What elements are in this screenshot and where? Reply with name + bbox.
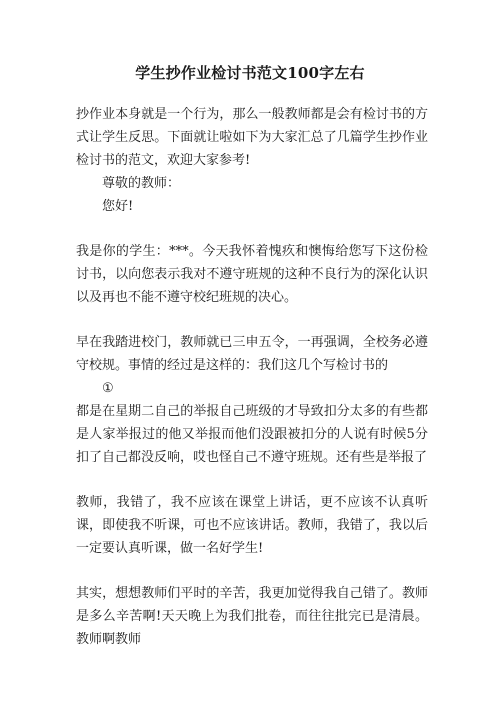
body-paragraph: 教师，我错了，我不应该在课堂上讲话，更不应该不认真听课，即使我不听课，可也不应该讲话。教师，我错了，我以后一定要认真听课，做一名好学生! bbox=[76, 495, 428, 556]
page-title: 学生抄作业检讨书范文100字左右 bbox=[135, 64, 365, 82]
greeting-line: 您好! bbox=[102, 199, 134, 214]
body-paragraph: 我是你的学生：***。今天我怀着愧疚和懊悔给您写下这份检讨书，以向您表示我对不遵守班规的这种不良行为的深化认识以及再也不能不遵守校纪班规的决心。 bbox=[76, 244, 428, 305]
salutation-line: 尊敬的教师： bbox=[102, 176, 181, 191]
intro-paragraph: 抄作业本身就是一个行为，那么一般教师都是会有检讨书的方式让学生反思。下面就让啦如下为大家汇总了几篇学生抄作业检讨书的范文，欢迎大家参考! bbox=[76, 107, 428, 168]
document-body bbox=[76, 103, 428, 651]
body-paragraph: 早在我踏进校门，教师就已三申五令，一再强调，全校务必遵守校规。事情的经过是这样的：我们这几个写检讨书的 bbox=[76, 335, 428, 373]
body-paragraph: 其实，想想教师们平时的辛苦，我更加觉得我自己错了。教师是多么辛苦啊!天天晚上为我们批卷，而往往批完已是清晨。教师啊教师 bbox=[76, 586, 428, 647]
body-paragraph: 都是在星期二自己的举报自己班级的才导致扣分太多的有些都是人家举报过的他又举报而他们没跟被扣分的人说有时候5分扣了自己都没反响，哎也怪自己不遵守班规。还有些是举报了 bbox=[76, 404, 428, 465]
list-marker: ① bbox=[102, 381, 114, 396]
